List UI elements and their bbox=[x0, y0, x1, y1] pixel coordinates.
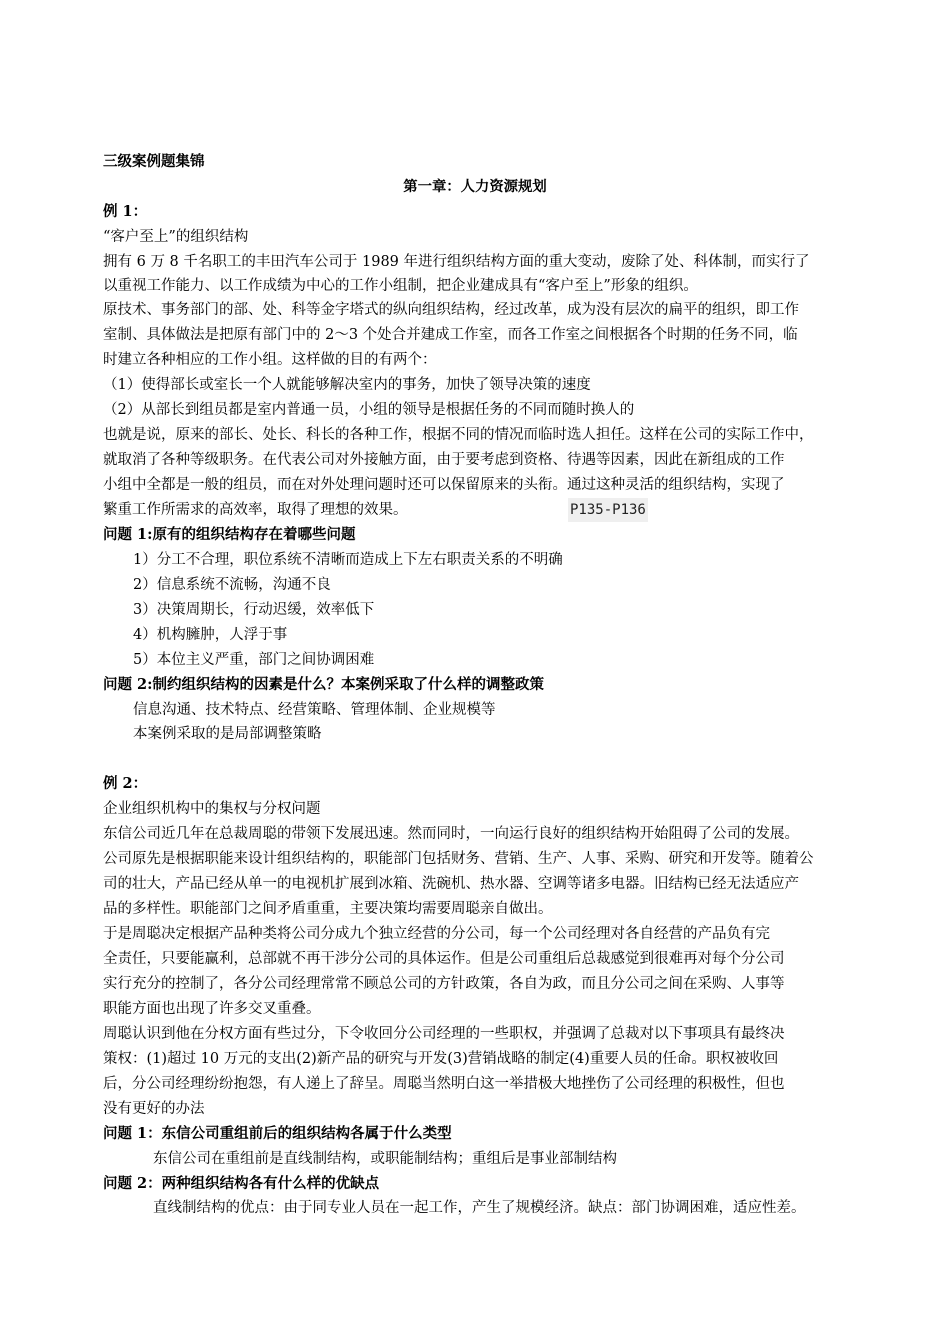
case1-q1-answer: 3）决策周期长，行动迟缓，效率低下 bbox=[133, 602, 375, 618]
case2-paragraph2-line: 于是周聪决定根据产品种类将公司分成九个独立经营的分公司，每一个公司经理对各自经营的产品负有完 bbox=[103, 926, 770, 942]
case1-paragraph3-last-line: 繁重工作所需求的高效率，取得了理想的效果。 bbox=[103, 502, 408, 518]
case2-paragraph3-line: 没有更好的办法 bbox=[103, 1101, 205, 1117]
case2-subtitle: 企业组织机构中的集权与分权问题 bbox=[103, 801, 321, 817]
case1-purpose-1: （1）使得部长或室长一个人就能够解决室内的事务，加快了领导决策的速度 bbox=[103, 377, 591, 393]
case1-q1-answer: 1）分工不合理，职位系统不清晰而造成上下左右职责关系的不明确 bbox=[133, 552, 563, 568]
case1-heading: 例 1： bbox=[103, 203, 148, 220]
chapter-title: 第一章：人力资源规划 bbox=[403, 179, 547, 195]
case1-paragraph2-line: 室制、具体做法是把原有部门中的 2～3 个处合并建成工作室，而各工作室之间根据各个时期的任务不同，临 bbox=[103, 327, 798, 343]
case1-q1-answer: 4）机构臃肿，人浮于事 bbox=[133, 627, 288, 643]
case1-question-2: 问题 2:制约组织结构的因素是什么？本案例采取了什么样的调整政策 bbox=[103, 676, 544, 693]
case2-question-2: 问题 2：两种组织结构各有什么样的优缺点 bbox=[103, 1175, 380, 1192]
case2-paragraph1-line: 品的多样性。职能部门之间矛盾重重，主要决策均需要周聪亲自做出。 bbox=[103, 901, 553, 917]
case2-paragraph2-line: 全责任，只要能赢利，总部就不再干涉分公司的具体运作。但是公司重组后总裁感觉到很难再对每个分公司 bbox=[103, 951, 785, 967]
case1-paragraph1-line: 拥有 6 万 8 千名职工的丰田汽车公司于 1989 年进行组织结构方面的重大变动，废除了处、科体制，而实行了 bbox=[103, 254, 810, 270]
case1-paragraph3-line: 就取消了各种等级职务。在代表公司对外接触方面，由于要考虑到资格、待遇等因素，因此在新组成的工作 bbox=[103, 452, 785, 468]
case1-q2-answer: 本案例采取的是局部调整策略 bbox=[133, 726, 322, 742]
case2-paragraph1-line: 公司原先是根据职能来设计组织结构的，职能部门包括财务、营销、生产、人事、采购、研究和开发等。随着公 bbox=[103, 851, 814, 867]
case1-q1-answer: 5）本位主义严重，部门之间协调困难 bbox=[133, 652, 375, 668]
page-reference: P135-P136 bbox=[568, 498, 648, 522]
case2-question-1: 问题 1：东信公司重组前后的组织结构各属于什么类型 bbox=[103, 1125, 452, 1142]
case1-subtitle: “客户至上”的组织结构 bbox=[103, 229, 249, 245]
case2-heading: 例 2： bbox=[103, 775, 148, 792]
case1-paragraph1-line: 以重视工作能力、以工作成绩为中心的工作小组制，把企业建成具有“客户至上”形象的组织。 bbox=[103, 278, 698, 294]
case2-paragraph3-line: 策权：(1)超过 10 万元的支出(2)新产品的研究与开发(3)营销战略的制定(4)重要人员的任命。职权被收回 bbox=[103, 1051, 779, 1067]
case1-q1-answer: 2）信息系统不流畅，沟通不良 bbox=[133, 577, 331, 593]
case2-paragraph2-line: 职能方面也出现了许多交叉重叠。 bbox=[103, 1001, 321, 1017]
case1-q2-answer: 信息沟通、技术特点、经营策略、管理体制、企业规模等 bbox=[133, 702, 496, 718]
case1-question-1: 问题 1:原有的组织结构存在着哪些问题 bbox=[103, 526, 356, 543]
case2-q1-answer: 东信公司在重组前是直线制结构，或职能制结构；重组后是事业部制结构 bbox=[153, 1151, 617, 1167]
case1-paragraph2-line: 时建立各种相应的工作小组。这样做的目的有两个： bbox=[103, 352, 437, 368]
case2-q2-answer: 直线制结构的优点：由于同专业人员在一起工作，产生了规模经济。缺点：部门协调困难，适应性差。 bbox=[153, 1200, 806, 1216]
case1-paragraph3-line: 小组中全都是一般的组员，而在对外处理问题时还可以保留原来的头衔。通过这种灵活的组织结构，实现了 bbox=[103, 477, 785, 493]
case2-paragraph3-line: 后，分公司经理纷纷抱怨，有人递上了辞呈。周聪当然明白这一举措极大地挫伤了公司经理的积极性，但也 bbox=[103, 1076, 785, 1092]
case2-paragraph1-line: 司的壮大，产品已经从单一的电视机扩展到冰箱、洗碗机、热水器、空调等诸多电器。旧结构已经无法适应产 bbox=[103, 876, 799, 892]
case2-paragraph2-line: 实行充分的控制了，各分公司经理常常不顾总公司的方针政策，各自为政，而且分公司之间在采购、人事等 bbox=[103, 976, 785, 992]
case2-paragraph3-line: 周聪认识到他在分权方面有些过分，下令收回分公司经理的一些职权，并强调了总裁对以下事项具有最终决 bbox=[103, 1026, 785, 1042]
case1-paragraph2-line: 原技术、事务部门的部、处、科等金字塔式的纵向组织结构，经过改革，成为没有层次的扁平的组织，即工作 bbox=[103, 302, 799, 318]
case1-purpose-2: （2）从部长到组员都是室内普通一员，小组的领导是根据任务的不同而随时换人的 bbox=[103, 402, 635, 418]
document-title: 三级案例题集锦 bbox=[103, 153, 205, 170]
case2-paragraph1-line: 东信公司近几年在总裁周聪的带领下发展迅速。然而同时，一向运行良好的组织结构开始阻碍了公司的发展。 bbox=[103, 826, 799, 842]
case1-paragraph3-line: 也就是说，原来的部长、处长、科长的各种工作，根据不同的情况而临时选人担任。这样在公司的实际工作中， bbox=[103, 427, 814, 443]
